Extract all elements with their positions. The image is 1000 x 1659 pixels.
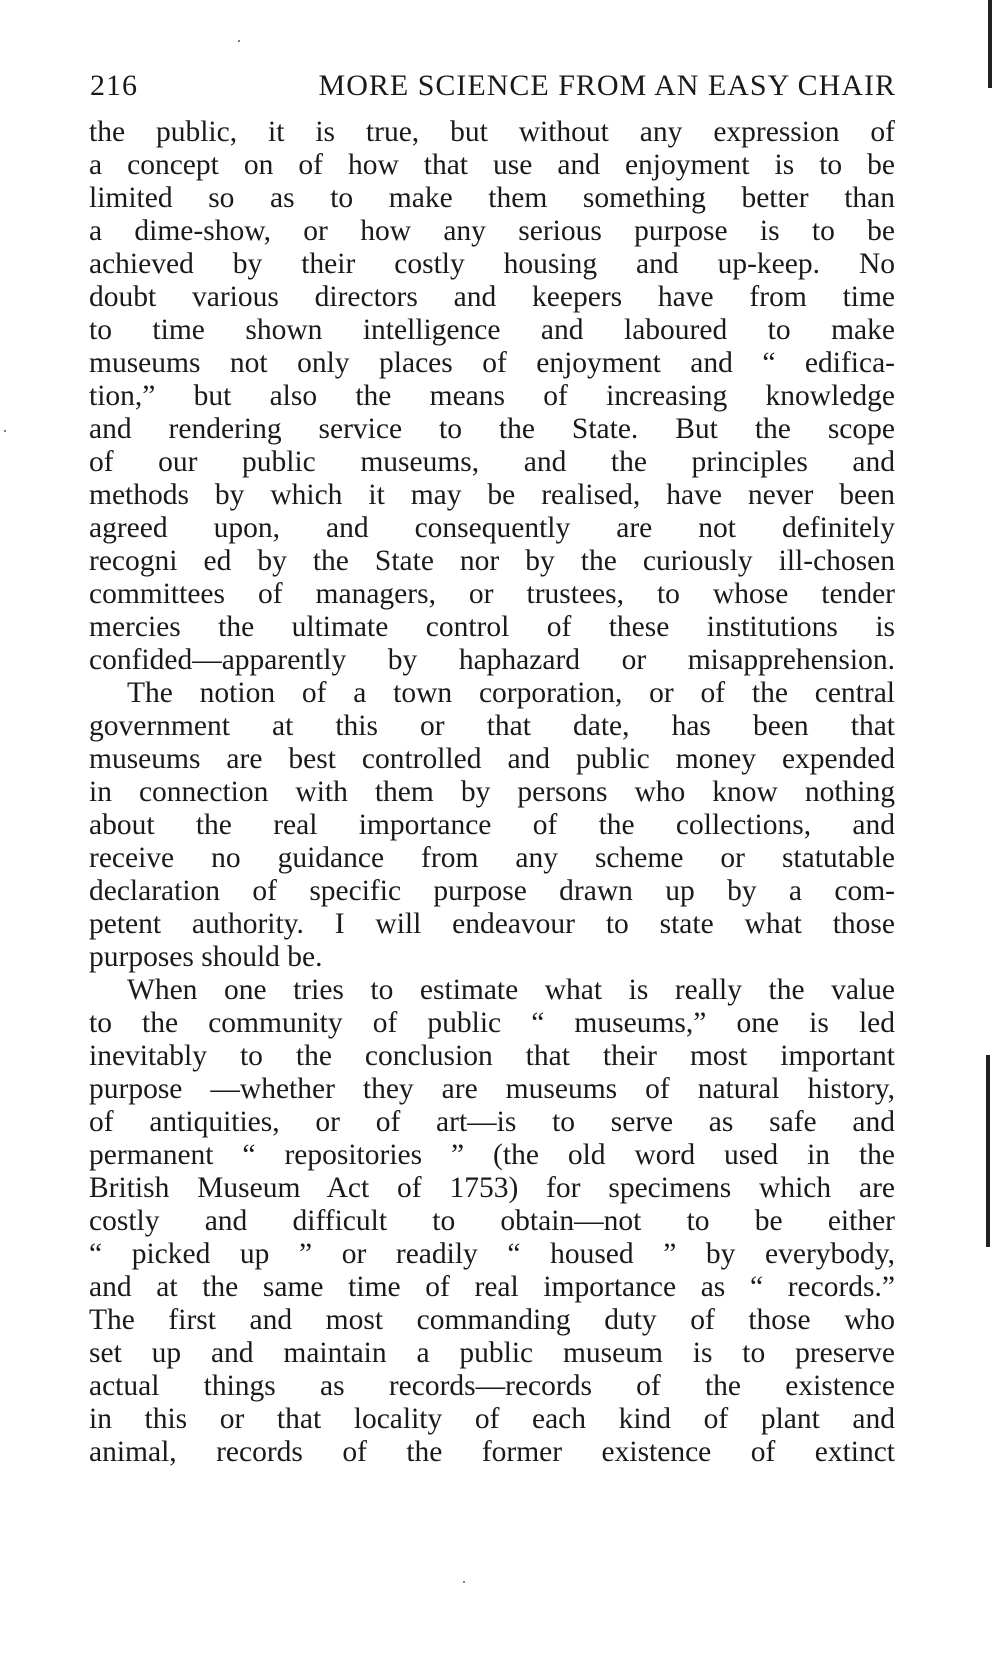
text-line: purpose —whether they are museums of natural history, bbox=[89, 1073, 895, 1105]
text-line: tion,” but also the means of increasing knowledge bbox=[89, 380, 895, 412]
scan-edge-mark bbox=[988, 0, 992, 88]
text-line: When one tries to estimate what is really the value bbox=[127, 974, 895, 1006]
text-line: receive no guidance from any scheme or statutable bbox=[89, 842, 895, 874]
text-line: to time shown intelligence and laboured to make bbox=[89, 314, 895, 346]
text-line: doubt various directors and keepers have from time bbox=[89, 281, 895, 313]
text-line: a dime-show, or how any serious purpose is to be bbox=[89, 215, 895, 247]
text-line: recogni ed by the State nor by the curiously ill-chosen bbox=[89, 545, 895, 577]
text-line: costly and difficult to obtain—not to be either bbox=[89, 1205, 895, 1237]
text-line: achieved by their costly housing and up-keep. No bbox=[89, 248, 895, 280]
text-line: of antiquities, or of art—is to serve as safe and bbox=[89, 1106, 895, 1138]
text-line: in this or that locality of each kind of plant and bbox=[89, 1403, 895, 1435]
text-line: The notion of a town corporation, or of the central bbox=[127, 677, 895, 709]
body-text bbox=[89, 116, 895, 1469]
running-head: MORE SCIENCE FROM AN EASY CHAIR bbox=[318, 69, 896, 102]
text-line: petent authority. I will endeavour to state what those bbox=[89, 908, 895, 940]
text-line: The first and most commanding duty of those who bbox=[89, 1304, 895, 1336]
text-line: museums not only places of enjoyment and “ edifica- bbox=[89, 347, 895, 379]
text-line: actual things as records—records of the existence bbox=[89, 1370, 895, 1402]
text-line: inevitably to the conclusion that their most important bbox=[89, 1040, 895, 1072]
paragraph bbox=[89, 116, 895, 677]
text-line: British Museum Act of 1753) for specimens which are bbox=[89, 1172, 895, 1204]
text-line: about the real importance of the collections, and bbox=[89, 809, 895, 841]
text-line: and rendering service to the State. But the scope bbox=[89, 413, 895, 445]
text-line: mercies the ultimate control of these institutions is bbox=[89, 611, 895, 643]
scan-speck bbox=[4, 430, 6, 432]
text-line: limited so as to make them something better than bbox=[89, 182, 895, 214]
text-line: methods by which it may be realised, have never been bbox=[89, 479, 895, 511]
text-line: government at this or that date, has been that bbox=[89, 710, 895, 742]
text-line: museums are best controlled and public money expended bbox=[89, 743, 895, 775]
text-line: purposes should be. bbox=[89, 941, 323, 973]
text-line: of our public museums, and the principles and bbox=[89, 446, 895, 478]
text-line: set up and maintain a public museum is to preserve bbox=[89, 1337, 895, 1369]
page-header bbox=[90, 66, 896, 106]
text-line: confided—apparently by haphazard or misapprehension. bbox=[89, 644, 895, 676]
paragraph bbox=[89, 974, 895, 1469]
scan-edge-mark bbox=[986, 1055, 990, 1247]
text-line: declaration of specific purpose drawn up by a com- bbox=[89, 875, 895, 907]
text-line: to the community of public “ museums,” one is led bbox=[89, 1007, 895, 1039]
text-line: permanent “ repositories ” (the old word used in the bbox=[89, 1139, 895, 1171]
scan-speck bbox=[238, 40, 240, 42]
text-line: committees of managers, or trustees, to whose tender bbox=[89, 578, 895, 610]
text-line: and at the same time of real importance as “ records.” bbox=[89, 1271, 895, 1303]
page-number: 216 bbox=[90, 69, 138, 102]
text-line: the public, it is true, but without any expression of bbox=[89, 116, 895, 148]
text-line: “ picked up ” or readily “ housed ” by everybody, bbox=[89, 1238, 895, 1270]
text-line: in connection with them by persons who know nothing bbox=[89, 776, 895, 808]
text-line: a concept on of how that use and enjoyment is to be bbox=[89, 149, 895, 181]
scan-speck bbox=[463, 1581, 465, 1583]
text-line: agreed upon, and consequently are not definitely bbox=[89, 512, 895, 544]
paragraph bbox=[89, 677, 895, 974]
text-line: animal, records of the former existence of extinct bbox=[89, 1436, 895, 1468]
